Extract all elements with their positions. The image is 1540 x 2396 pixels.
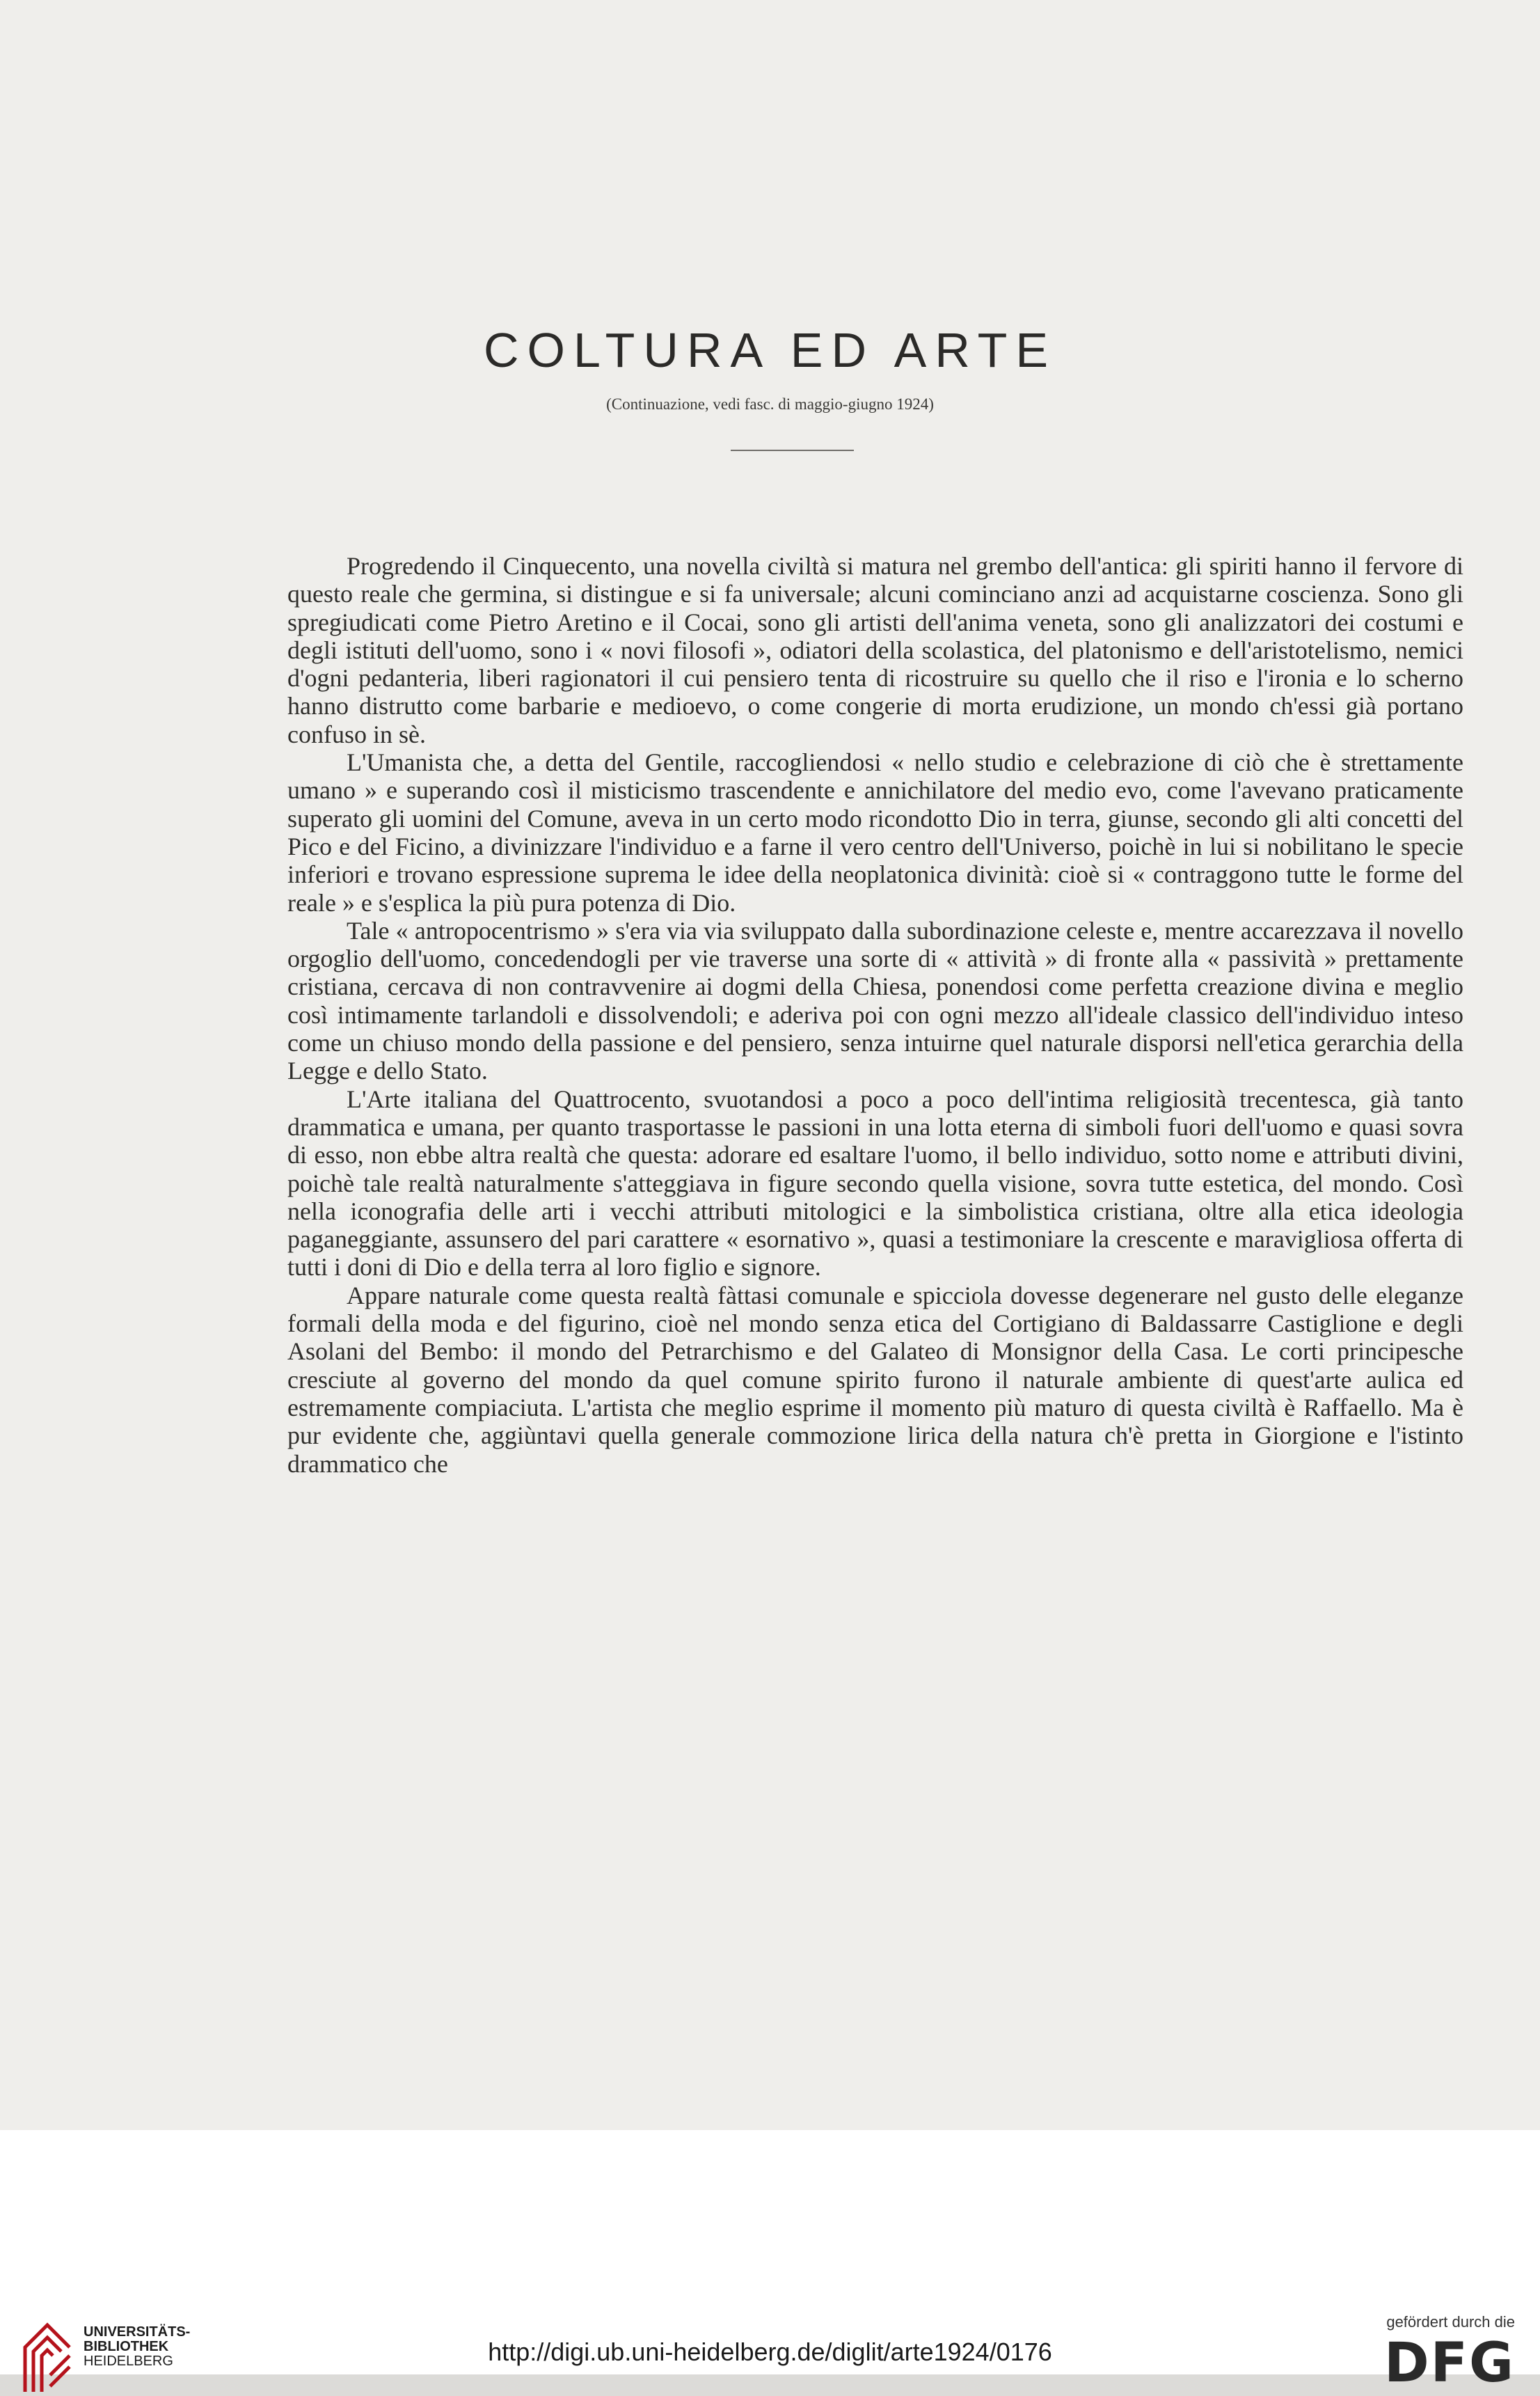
library-name-line: UNIVERSITÄTS- [84,2324,191,2340]
paragraph: Appare naturale come questa realtà fàttasi comunale e spicciola dovesse degenerare nel gusto delle eleganze formali della moda e del figurino, cioè nel mondo senza etica del Cortigiano di Baldassarre Castiglione e degli Asolani del Bembo: il mondo del Petrarchismo e del Galateo di Monsignor della Casa. Le corti principesche cresciute al governo del mondo da quel comune spirito furono il naturale ambiente di quest'arte aulica ed estremamente compiaciuta. L'artista che meglio esprime il momento più maturo di questa civiltà è Raffaello. Ma è pur evidente che, aggiùntavi quella generale commozione lirica della natura ch'è pretta in Giorgione e l'istinto drammatico che [287,1281,1463,1478]
paragraph: Tale « antropocentrismo » s'era via via sviluppato dalla subordinazione celeste e, mentre accarezzava il novello orgoglio dell'uomo, concedendogli per vie traverse una sorte di « attività » di fronte alla « passività » prettamente cristiana, cercava di non contravvenire ai dogmi della Chiesa, ponendosi come perfetta creazione divina e meglio così intimamente tarlandoli e dissolvendoli; e aderiva poi con ogni mezzo all'ideale classico dell'individuo inteso come un chiuso mondo della passione e del pensiero, senza intuirne quel naturale disporsi nell'etica gerarchia della Legge e dello Stato. [287,916,1463,1085]
dfg-logo: DFG [1383,2332,1515,2395]
article-subtitle: (Continuazione, vedi fasc. di maggio-giugno 1924) [606,395,934,413]
article-body [287,552,1463,1478]
library-name-line: BIBLIOTHEK [84,2339,169,2354]
article-title: COLTURA ED ARTE [483,323,1057,377]
permalink-url[interactable]: http://digi.ub.uni-heidelberg.de/diglit/arte1924/0176 [488,2338,1052,2366]
digitization-footer [0,2130,1540,2395]
library-name-line: HEIDELBERG [84,2354,173,2369]
title-divider [731,450,854,451]
paragraph: Progredendo il Cinquecento, una novella civiltà si matura nel grembo dell'antica: gli spiriti hanno il fervore di questo reale che germina, si distingue e si fa universale; alcuni cominciano anzi ad acquistarne coscienza. Sono gli spregiudicati come Pietro Aretino e il Cocai, sono gli artisti dell'anima veneta, sono gli analizzatori dei costumi e degli istituti dell'uomo, sono i « novi filosofi », odiatori della scolastica, del platonismo e dell'aristotelismo, nemici d'ogni pedanteria, liberi ragionatori il cui pensiero tenta di ricostruire su quello che il riso e l'ironia e lo scherno hanno distrutto come barbarie e medioevo, o come congerie di morta erudizione, un mondo ch'essi già portano confuso in sè. [287,552,1463,748]
paragraph: L'Arte italiana del Quattrocento, svuotandosi a poco a poco dell'intima religiosità trecentesca, già tanto drammatica e umana, per quanto trasportasse le passioni in una lotta eterna di simboli fuori dell'uomo e quasi sovra di esso, non ebbe altra realtà che questa: adorare ed esaltare l'uomo, il bello individuo, sotto nome e attributi divini, poichè tale realtà naturalmente s'atteggiava in figure secondo quella visione, sovra tutte estetica, del mondo. Così nella iconografia delle arti i vecchi attributi mitologici e la simbolistica cristiana, oltre alla etica ideologia paganeggiante, assunsero del pari carattere « esornativo », quasi a testimoniare la crescente e maravigliosa offerta di tutti i doni di Dio e della terra al loro figlio e signore. [287,1085,1463,1282]
bleed-through-text [0,164,1540,187]
sponsor-label: gefördert durch die [1386,2313,1515,2331]
paragraph: L'Umanista che, a detta del Gentile, raccogliendosi « nello studio e celebrazione di ciò che è strettamente umano » e superando così il misticismo trascendente e annichilatore del medio evo, come l'avevano praticamente superato gli uomini del Comune, aveva in un certo modo ricondotto Dio in terra, giunse, secondo gli alti concetti del Pico e del Ficino, a divinizzare l'individuo e a farne il vero centro dell'Universo, poichè in lui si nobilitano le specie inferiori e trovano espressione suprema le idee della neoplatonica divinità: cioè si « contraggono tutte le forme del reale » e s'esplica la più pura potenza di Dio. [287,748,1463,917]
